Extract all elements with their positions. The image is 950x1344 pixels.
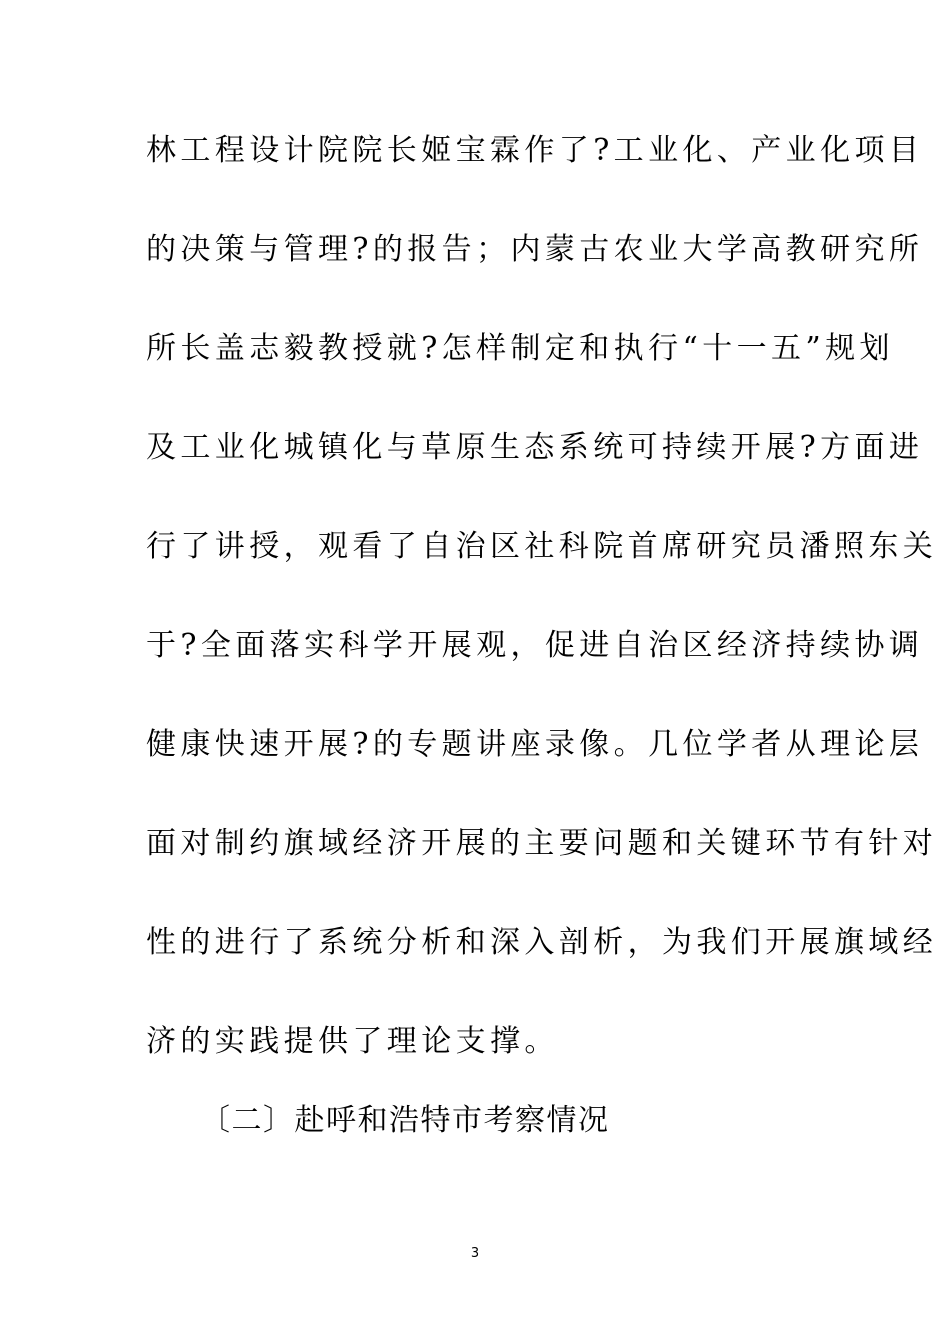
paragraph-line: 及工业化城镇化与草原生态系统可持续开展?方面进 — [146, 430, 924, 465]
paragraph-line: 健康快速开展?的专题讲座录像。几位学者从理论层 — [146, 727, 924, 762]
page-number: 3 — [470, 1246, 480, 1261]
paragraph-line: 济的实践提供了理论支撑。 — [146, 1024, 559, 1059]
paragraph-line: 行了讲授，观看了自治区社科院首席研究员潘照东关 — [146, 529, 938, 564]
paragraph-line: 面对制约旗域经济开展的主要问题和关键环节有针对 — [146, 826, 938, 861]
section-heading: 〔二〕赴呼和浩特市考察情况 — [200, 1103, 610, 1138]
paragraph-line: 于?全面落实科学开展观，促进自治区经济持续协调 — [146, 628, 924, 663]
paragraph-line: 性的进行了系统分析和深入剖析，为我们开展旗域经 — [146, 925, 938, 960]
paragraph-line: 林工程设计院院长姬宝霖作了?工业化、产业化项目 — [146, 133, 924, 168]
paragraph-line: 所长盖志毅教授就?怎样制定和执行“十一五”规划 — [146, 331, 894, 366]
paragraph-line: 的决策与管理?的报告；内蒙古农业大学高教研究所 — [146, 232, 924, 267]
